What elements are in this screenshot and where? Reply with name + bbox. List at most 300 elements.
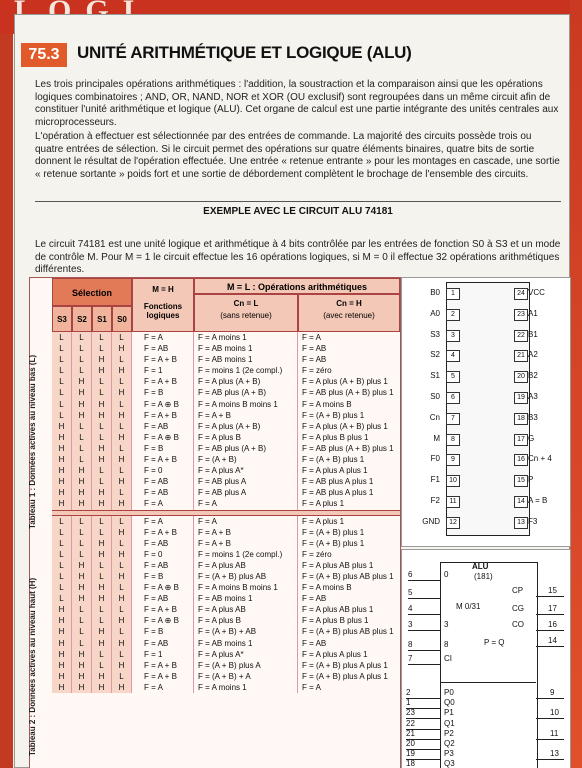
pin-number: 1 (446, 288, 460, 300)
table-row (52, 593, 400, 604)
selection-cell: L (52, 387, 72, 398)
output-label: CP (512, 586, 524, 595)
intro-paragraph-2: L'opération à effectuer est sélectionnée par des entrées de commande. La majorité des circuits possède trois ou quatre entrées de sélection. Si le circuit permet des opérations sur quatre éléments binaires, quatre bits de sortie donnent le résultat de l'opération effectuée. Une entrée « retenue entrante » pour les montages en cascade, une sortie « retenue sortante » poids fort et une sortie de débordement complètent le brochage de l'ensemble des circuits. (35, 131, 560, 180)
selection-cell: L (72, 626, 92, 637)
c0-cell: F = A plus B (194, 615, 298, 626)
mh-cell: F = 1 (132, 649, 194, 660)
selection-cell: H (112, 498, 132, 509)
selection-cell: L (112, 582, 132, 593)
output-line (536, 596, 564, 597)
pq-label: P2 (444, 728, 454, 738)
selection-cell: H (72, 487, 92, 498)
pin-number: 11 (446, 496, 460, 508)
left-color-band (0, 34, 13, 768)
pq-number: 2 (406, 688, 411, 697)
selection-cell: L (52, 365, 72, 376)
c0-cell: F = AB plus (A + B) (194, 387, 298, 398)
c1-cell: F = A plus AB plus 1 (302, 605, 374, 615)
pin-left (402, 288, 460, 300)
c1-cell: F = AB plus (A + B) plus 1 (302, 443, 394, 453)
selection-cell: L (92, 343, 112, 354)
pin-number: 15 (514, 475, 528, 487)
mh-cell: F = AB (132, 560, 194, 571)
pin-number: 24 (514, 288, 528, 300)
selection-cell: H (112, 343, 132, 354)
pin-name: P (528, 475, 534, 485)
selection-cell: L (112, 421, 132, 432)
pin-number: 13 (514, 517, 528, 529)
c0-cell: F = AB plus A (194, 476, 298, 487)
mh-cell: F = AB (132, 538, 194, 549)
table-row (52, 354, 400, 365)
f-output-line (536, 759, 564, 760)
pin-name: B0 (430, 288, 440, 297)
pin-right (514, 288, 570, 300)
selection-cell: H (72, 560, 92, 571)
pin-right (514, 475, 570, 487)
c0-cell: F = AB moins 1 (194, 343, 298, 354)
pq-label: P3 (444, 749, 454, 759)
c1-cell: F = A moins B (302, 583, 352, 593)
c1-cell: F = A plus A plus 1 (302, 466, 368, 476)
selection-cell: H (72, 593, 92, 604)
selection-cell: H (52, 465, 72, 476)
table-row (52, 649, 400, 660)
pin-number: 5 (446, 371, 460, 383)
selection-cell: H (52, 615, 72, 626)
example-text: Le circuit 74181 est une unité logique et arithmétique à 4 bits contrôlée par les entrées de fonction S0 à S3 et un mode de contrôle M. Pour M = 1 le circuit effectue les 16 opérations logiques, si M = 0 il effectue 32 opérations arithmétiques différentes. (35, 239, 561, 275)
mh-cell: F = A ⊕ B (132, 399, 194, 410)
table-row (52, 560, 400, 571)
table-row (52, 465, 400, 476)
pin-left (402, 496, 460, 508)
pin-number: 4 (446, 350, 460, 362)
selection-cell: L (52, 376, 72, 387)
selection-cell: H (72, 660, 92, 671)
pin-name: Cn (429, 412, 440, 422)
selection-cell: H (52, 649, 72, 660)
table-row (52, 343, 400, 354)
c1-cell: F = (A + B) plus 1 (302, 538, 365, 548)
c0-cell: F = (A + B) + AB (194, 626, 298, 637)
pin-name: A = B (528, 496, 548, 505)
pin-right (514, 392, 570, 404)
selection-cell: L (52, 343, 72, 354)
c0-cell: F = (A + B) plus A (194, 660, 298, 671)
header-s1: S1 (92, 306, 112, 332)
c0-cell: F = A plus A* (194, 465, 298, 476)
selection-cell: L (52, 571, 72, 582)
pin-name: F0 (430, 454, 440, 464)
output-line (536, 646, 564, 647)
pin-name: S3 (430, 329, 440, 339)
pin-number: 6 (446, 392, 460, 404)
output-line (536, 630, 564, 631)
header-c1-title: Cn = H (336, 299, 362, 308)
pin-name: A2 (528, 350, 538, 360)
c1-cell: F = (A + B) plus 1 (302, 410, 365, 420)
pin-name: A1 (528, 308, 538, 318)
input-line (408, 630, 440, 631)
header-c1-sub: (avec retenue) (323, 311, 375, 320)
f-output-number: 13 (550, 749, 559, 759)
logic-ci-label: CI (444, 654, 452, 663)
selection-cell: H (52, 638, 72, 649)
pq-label: Q1 (444, 718, 455, 728)
pin-name: GND (422, 516, 440, 526)
pin-number: 21 (514, 350, 528, 362)
selection-cell: L (72, 432, 92, 443)
logic-m-label: M 0/31 (456, 602, 481, 611)
mh-cell: F = AB (132, 638, 194, 649)
selection-cell: H (72, 387, 92, 398)
selection-cell: H (72, 399, 92, 410)
selection-cell: H (112, 638, 132, 649)
mh-cell: F = A + B (132, 354, 194, 365)
selection-cell: H (72, 571, 92, 582)
table-row (52, 615, 400, 626)
mh-cell: F = 0 (132, 465, 194, 476)
pin-number: 23 (514, 309, 528, 321)
pin-number: 14 (514, 496, 528, 508)
c0-cell: F = A plus AB (194, 604, 298, 615)
pin-name: G (528, 433, 535, 443)
selection-cell: L (72, 538, 92, 549)
selection-cell: H (72, 465, 92, 476)
logic-symbol (401, 549, 571, 768)
mh-cell: F = A + B (132, 527, 194, 538)
selection-cell: H (112, 365, 132, 376)
header-mh (132, 278, 194, 332)
pin-left (402, 475, 460, 487)
output-label: CO (512, 620, 524, 629)
mh-cell: F = A (132, 682, 194, 693)
table-row (52, 410, 400, 421)
pin-name: F3 (528, 516, 538, 526)
table-row (52, 516, 400, 527)
table-row (52, 582, 400, 593)
selection-cell: L (92, 516, 112, 527)
selection-cell: H (92, 549, 112, 560)
selection-cell: H (92, 593, 112, 604)
c1-cell: F = A plus B plus 1 (302, 432, 369, 442)
selection-cell: H (112, 432, 132, 443)
selection-cell: H (112, 549, 132, 560)
selection-cell: L (52, 582, 72, 593)
c0-cell: F = (A + B) plus AB (194, 571, 298, 582)
output-number: 16 (548, 620, 557, 629)
selection-cell: L (72, 638, 92, 649)
mh-cell: F = B (132, 626, 194, 637)
pq-number: 23 (406, 708, 415, 718)
input-line (408, 598, 440, 599)
selection-cell: H (112, 527, 132, 538)
selection-cell: L (112, 671, 132, 682)
pin-right (514, 496, 570, 508)
selection-cell: H (52, 671, 72, 682)
table-row (52, 549, 400, 560)
selection-cell: H (52, 498, 72, 509)
output-number: 17 (548, 604, 557, 613)
pin-number: 17 (514, 434, 528, 446)
pin-left (402, 350, 460, 362)
c0-cell: F = AB moins 1 (194, 593, 298, 604)
c1-cell: F = (A + B) plus 1 (302, 527, 365, 537)
pin-name: S2 (430, 350, 440, 360)
pq-number: 20 (406, 739, 415, 748)
input-line (408, 664, 440, 665)
pin-right (514, 434, 570, 446)
selection-cell: H (112, 615, 132, 626)
pin-name: S1 (430, 371, 440, 381)
selection-cell: L (52, 549, 72, 560)
c0-cell: F = A plus (A + B) (194, 421, 298, 432)
selection-cell: L (92, 465, 112, 476)
selection-cell: H (52, 604, 72, 615)
selection-cell: L (72, 516, 92, 527)
pin-name: A3 (528, 392, 538, 401)
header-mh-sub: Fonctions logiques (143, 302, 183, 320)
selection-cell: L (72, 454, 92, 465)
c1-cell: F = (A + B) plus A plus 1 (302, 660, 388, 670)
selection-cell: H (112, 454, 132, 465)
c0-cell: F = A plus A* (194, 649, 298, 660)
selection-cell: L (92, 332, 112, 343)
mh-cell: F = A + B (132, 660, 194, 671)
selection-cell: L (52, 516, 72, 527)
table-row (52, 454, 400, 465)
selection-cell: H (72, 498, 92, 509)
selection-cell: L (92, 571, 112, 582)
selection-cell: L (52, 410, 72, 421)
function-table (29, 277, 401, 768)
logic-pq-label: P = Q (484, 638, 505, 647)
pin-name: F1 (430, 475, 440, 485)
pin-name: B2 (528, 371, 538, 381)
selection-cell: H (52, 626, 72, 637)
selection-cell: H (112, 593, 132, 604)
selection-cell: L (52, 399, 72, 410)
table-row (52, 332, 400, 343)
c0-cell: F = (A + B) (194, 454, 298, 465)
selection-cell: H (112, 571, 132, 582)
intro-text (35, 79, 561, 183)
selection-cell: H (52, 476, 72, 487)
input-number: 8 (408, 640, 413, 649)
pin-name: B3 (528, 412, 538, 422)
selection-cell: L (92, 527, 112, 538)
pin-right (514, 371, 570, 383)
selection-cell: L (92, 560, 112, 571)
f-output-line (536, 739, 564, 740)
right-color-band (570, 0, 582, 768)
c0-cell: F = A + B (194, 410, 298, 421)
c1-cell: F = AB (302, 344, 327, 354)
c1-cell: F = A plus (A + B) plus 1 (302, 377, 388, 387)
c1-cell: F = AB plus A plus 1 (302, 488, 374, 498)
table-row (52, 476, 400, 487)
f-output-number: 9 (550, 688, 555, 697)
selection-cell: L (92, 421, 112, 432)
pq-label: P1 (444, 708, 454, 718)
table-row (52, 527, 400, 538)
pin-left (402, 330, 460, 342)
selection-cell: H (92, 487, 112, 498)
selection-cell: H (112, 682, 132, 693)
header-s2: S2 (72, 306, 92, 332)
pin-number: 22 (514, 330, 528, 342)
selection-cell: H (52, 660, 72, 671)
selection-cell: H (52, 432, 72, 443)
selection-cell: H (52, 487, 72, 498)
pin-right (514, 309, 570, 321)
header-s0: S0 (112, 306, 132, 332)
inner-label: 0 (444, 570, 449, 579)
selection-cell: H (112, 410, 132, 421)
c0-cell: F = A + B (194, 538, 298, 549)
selection-cell: L (72, 365, 92, 376)
pq-label: P0 (444, 688, 454, 697)
selection-cell: L (72, 332, 92, 343)
selection-cell: H (92, 454, 112, 465)
selection-cell: H (112, 660, 132, 671)
example-heading: EXEMPLE AVEC LE CIRCUIT ALU 74181 (35, 201, 561, 217)
table-row (52, 538, 400, 549)
pin-name: S0 (430, 392, 440, 401)
pin-number: 19 (514, 392, 528, 404)
pin-number: 12 (446, 517, 460, 529)
pq-label: Q2 (444, 739, 455, 748)
pin-name: Cn + 4 (528, 454, 552, 464)
c0-cell: F = A plus AB (194, 560, 298, 571)
header-c0-sub: (sans retenue) (220, 311, 272, 320)
table-row (52, 638, 400, 649)
pin-number: 9 (446, 454, 460, 466)
pin-left (402, 434, 460, 446)
table-row (52, 626, 400, 637)
table-row (52, 671, 400, 682)
selection-cell: L (72, 549, 92, 560)
c1-cell: F = AB plus (A + B) plus 1 (302, 388, 394, 398)
pin-right (514, 517, 570, 529)
selection-cell: L (52, 332, 72, 343)
selection-cell: L (92, 387, 112, 398)
pin-left (402, 392, 460, 404)
c0-cell: F = moins 1 (2e compl.) (194, 365, 298, 376)
c1-cell: F = zéro (302, 366, 332, 376)
output-line (536, 614, 564, 615)
mh-cell: F = B (132, 571, 194, 582)
c1-cell: F = A plus 1 (302, 499, 345, 509)
mh-cell: F = A ⊕ B (132, 582, 194, 593)
c0-cell: F = A (194, 516, 298, 527)
c1-cell: F = A moins B (302, 399, 352, 409)
mh-cell: F = A + B (132, 604, 194, 615)
c0-cell: F = A (194, 498, 298, 509)
c1-cell: F = A plus 1 (302, 516, 345, 526)
selection-cell: L (72, 343, 92, 354)
pin-left (402, 517, 460, 529)
c1-cell: F = AB plus A plus 1 (302, 477, 374, 487)
mh-cell: F = A + B (132, 454, 194, 465)
pin-right (514, 413, 570, 425)
c0-cell: F = moins 1 (2e compl.) (194, 549, 298, 560)
pq-label: Q3 (444, 759, 455, 768)
c0-cell: F = A moins B moins 1 (194, 582, 298, 593)
selection-cell: L (112, 649, 132, 660)
pq-number: 22 (406, 718, 415, 728)
pin-number: 18 (514, 413, 528, 425)
mh-cell: F = B (132, 387, 194, 398)
mh-cell: F = A ⊕ B (132, 615, 194, 626)
table-row (52, 376, 400, 387)
pin-name: F2 (430, 496, 440, 505)
pq-number: 18 (406, 759, 415, 768)
pin-right (514, 454, 570, 466)
input-number: 4 (408, 604, 413, 613)
header-s3: S3 (52, 306, 72, 332)
output-number: 14 (548, 636, 557, 645)
selection-cell: L (112, 604, 132, 615)
table-row (52, 399, 400, 410)
section-title: UNITÉ ARITHMÉTIQUE ET LOGIQUE (ALU) (77, 43, 412, 62)
selection-cell: L (112, 516, 132, 527)
pin-number: 7 (446, 413, 460, 425)
selection-cell: H (92, 410, 112, 421)
pq-number: 21 (406, 728, 415, 738)
c1-cell: F = (A + B) plus AB plus 1 (302, 627, 394, 637)
selection-cell: H (92, 538, 112, 549)
selection-cell: H (92, 582, 112, 593)
logic-symbol-box (440, 562, 538, 768)
pin-left (402, 371, 460, 383)
mh-cell: F = AB (132, 487, 194, 498)
selection-cell: L (52, 538, 72, 549)
pin-name: M (433, 433, 440, 443)
selection-cell: L (92, 376, 112, 387)
c1-cell: F = (A + B) plus A plus 1 (302, 671, 388, 681)
pin-number: 20 (514, 371, 528, 383)
selection-cell: L (72, 354, 92, 365)
selection-cell: H (72, 682, 92, 693)
selection-cell: H (112, 476, 132, 487)
mh-cell: F = B (132, 443, 194, 454)
c0-cell: F = A plus (A + B) (194, 376, 298, 387)
selection-cell: L (112, 443, 132, 454)
selection-cell: L (52, 593, 72, 604)
selection-cell: H (52, 682, 72, 693)
table-row (52, 604, 400, 615)
selection-cell: H (72, 476, 92, 487)
output-number: 15 (548, 586, 557, 595)
mh-cell: F = A + B (132, 376, 194, 387)
section-number: 75.3 (21, 43, 67, 67)
header-c0 (194, 294, 298, 332)
c0-cell: F = AB moins 1 (194, 638, 298, 649)
selection-cell: L (92, 660, 112, 671)
table-row (52, 487, 400, 498)
selection-cell: L (72, 527, 92, 538)
selection-cell: L (112, 332, 132, 343)
header-selection: Sélection (52, 278, 132, 306)
c1-cell: F = A (302, 682, 321, 692)
pin-number: 3 (446, 330, 460, 342)
header-c1 (298, 294, 400, 332)
c0-cell: F = A moins 1 (194, 682, 298, 693)
selection-cell: L (112, 626, 132, 637)
intro-paragraph-1: Les trois principales opérations arithmétiques : l'addition, la soustraction et la comparaison ainsi que les opérations logiques combinatoires ; AND, OR, NAND, NOR et XOR (OU exclusif) sont regroupées dans un même circuit afin de constituer l'unité arithmétique et logique (ALU). Cet organe de calcul est une partie intégrante des unités centrales aux microprocesseurs. (35, 79, 559, 128)
mh-cell: F = A (132, 332, 194, 343)
